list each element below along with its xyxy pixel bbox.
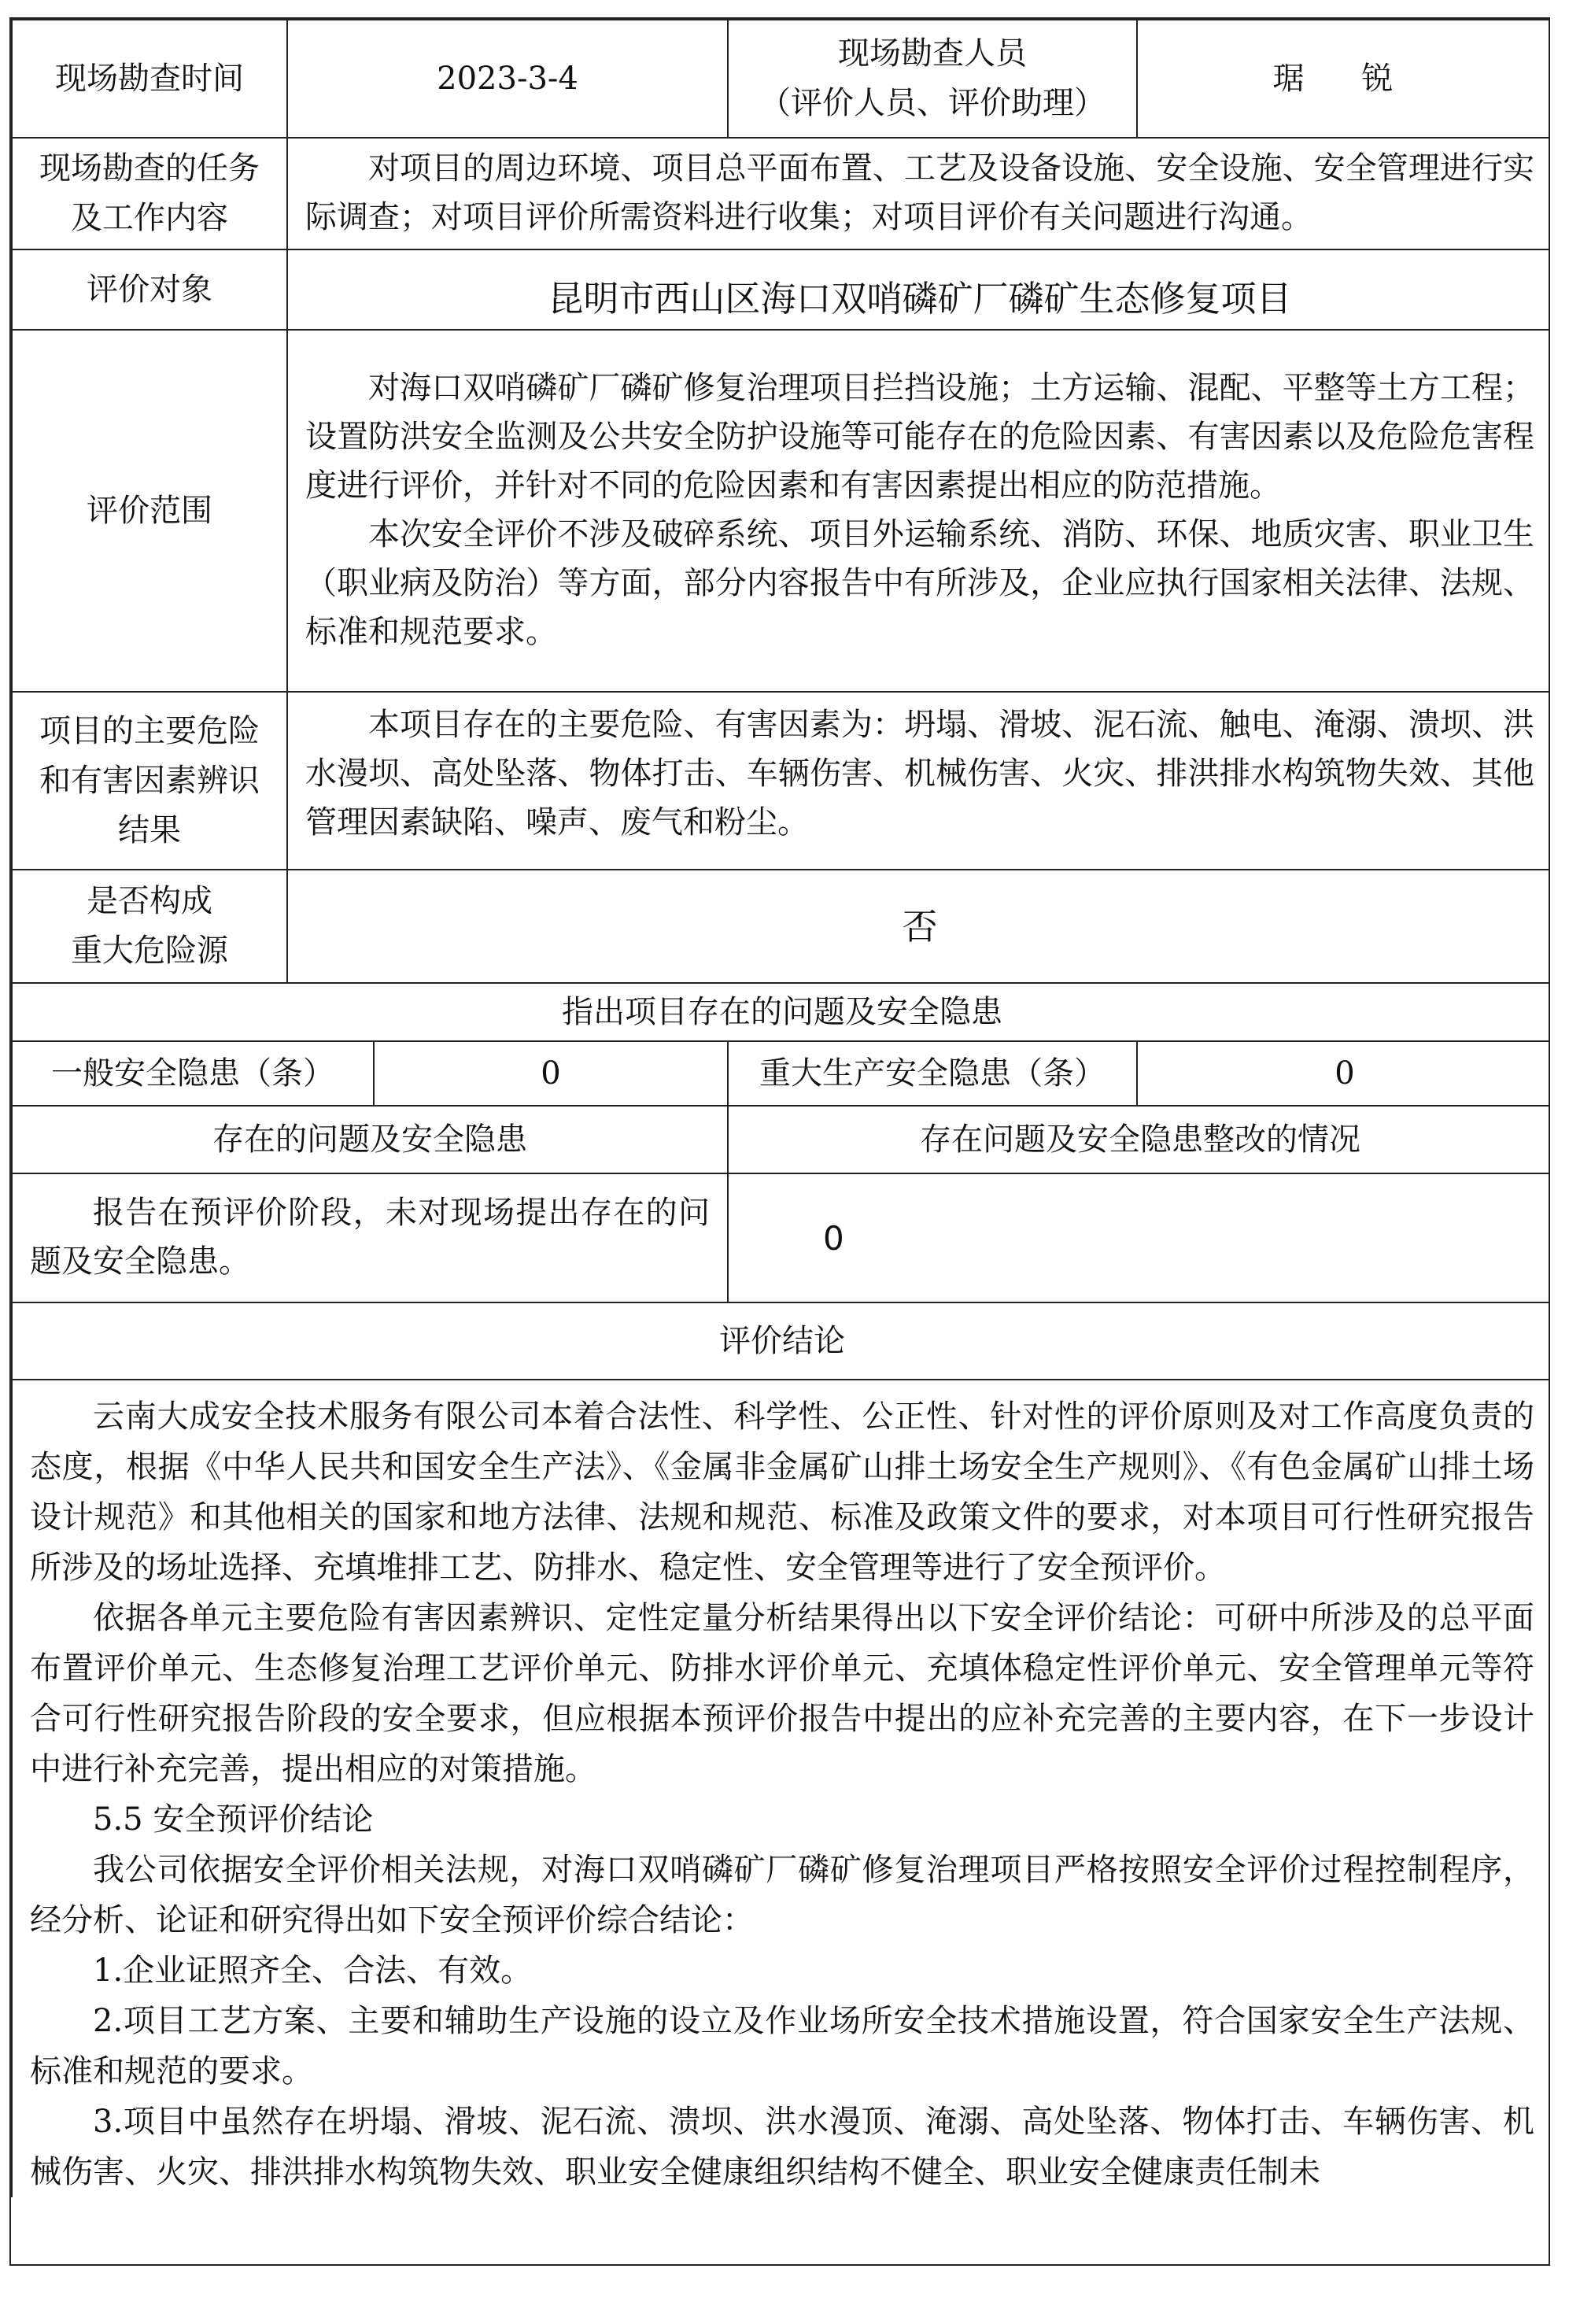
major-hazard-label-line2: 重大危险源	[71, 933, 228, 969]
scope-label: 评价范围	[12, 330, 287, 692]
scope-row	[12, 330, 1550, 692]
survey-personnel-label	[728, 20, 1137, 138]
object-row	[12, 249, 1550, 330]
major-hazard-label-line1: 是否构成	[87, 883, 212, 919]
conclusion-section-heading: 5.5 安全预评价结论	[93, 1801, 374, 1838]
major-production-hazard-value: 0	[1137, 1041, 1550, 1106]
survey-personnel-label-line1: 现场勘查人员	[838, 35, 1028, 72]
conclusion-item-1: 1.企业证照齐全、合法、有效。	[93, 1953, 533, 1989]
scope-text	[287, 330, 1550, 692]
survey-time-value: 2023-3-4	[287, 20, 728, 138]
conclusion-para-4: 我公司依据安全评价相关法规，对海口双哨磷矿厂磷矿修复治理项目严格按照安全评价过程控制程序，经分析、论证和研究得出如下安全预评价综合结论：	[30, 1852, 1535, 1938]
conclusion-body	[12, 1380, 1550, 2197]
scope-para-2: 本次安全评价不涉及破碎系统、项目外运输系统、消防、环保、地质灾害、职业卫生（职业病及防治）等方面，部分内容报告中有所涉及，企业应执行国家相关法律、法规、标准和规范要求。	[305, 516, 1535, 650]
task-label	[12, 138, 287, 249]
task-label-line2: 及工作内容	[71, 200, 228, 236]
conclusion-para-1: 云南大成安全技术服务有限公司本着合法性、科学性、公正性、针对性的评价原则及对工作高度负责的态度，根据《中华人民共和国安全生产法》、《金属非金属矿山排土场安全生产规则》、《有色金属矿山排土场设计规范》和其他相关的国家和地方法律、法规和规范、标准及政策文件的要求，对本项目可行性研究报告所涉及的场址选择、充填堆排工艺、防排水、稳定性、安全管理等进行了安全预评价。	[30, 1398, 1535, 1586]
major-hazard-row	[12, 870, 1550, 983]
survey-personnel-value: 琚 锐	[1137, 20, 1550, 138]
form-table	[11, 19, 1550, 2197]
conclusion-header-row	[12, 1302, 1550, 1380]
rectify-value: 0	[728, 1173, 1550, 1302]
hazards-label-line3: 结果	[118, 811, 181, 848]
hazards-row	[12, 692, 1550, 870]
conclusion-body-row	[12, 1380, 1550, 2197]
hazards-label	[12, 692, 287, 870]
issues-count-row	[12, 1041, 1550, 1106]
hazards-text: 本项目存在的主要危险、有害因素为：坍塌、滑坡、泥石流、触电、淹溺、溃坝、洪水漫坝、高处坠落、物体打击、车辆伤害、机械伤害、火灾、排洪排水构筑物失效、其他管理因素缺陷、噪声、废气和粉尘。	[287, 692, 1550, 870]
major-hazard-label	[12, 870, 287, 983]
conclusion-para-2: 依据各单元主要危险有害因素辨识、定性定量分析结果得出以下安全评价结论：可研中所涉及的总平面布置评价单元、生态修复治理工艺评价单元、防排水评价单元、充填体稳定性评价单元、安全管理单元等符合可行性研究报告阶段的安全要求，但应根据本预评价报告中提出的应补充完善的主要内容，在下一步设计中进行补充完善，提出相应的对策措施。	[30, 1600, 1535, 1787]
conclusion-item-3: 3.项目中虽然存在坍塌、滑坡、泥石流、溃坝、洪水漫顶、淹溺、高处坠落、物体打击、车辆伤害、机械伤害、火灾、排洪排水构筑物失效、职业安全健康组织结构不健全、职业安全健康责任制未	[30, 2104, 1535, 2190]
issues-header-row	[12, 983, 1550, 1041]
issues-header: 指出项目存在的问题及安全隐患	[12, 983, 1550, 1041]
rectify-column-header: 存在问题及安全隐患整改的情况	[728, 1106, 1550, 1173]
task-label-line1: 现场勘查的任务	[39, 150, 260, 187]
issues-column-header: 存在的问题及安全隐患	[12, 1106, 728, 1173]
hazards-label-line1: 项目的主要危险	[39, 712, 260, 749]
scope-para-1: 对海口双哨磷矿厂磷矿修复治理项目拦挡设施；土方运输、混配、平整等土方工程；设置防洪安全监测及公共安全防护设施等可能存在的危险因素、有害因素以及危险危害程度进行评价，并针对不同的危险因素和有害因素提出相应的防范措施。	[305, 370, 1535, 504]
object-label: 评价对象	[12, 249, 287, 330]
conclusion-item-2: 2.项目工艺方案、主要和辅助生产设施的设立及作业场所安全技术措施设置，符合国家安全生产法规、标准和规范的要求。	[30, 2003, 1535, 2089]
issues-columns-row	[12, 1106, 1550, 1173]
issues-text: 报告在预评价阶段，未对现场提出存在的问题及安全隐患。	[12, 1173, 728, 1302]
assessment-form	[9, 17, 1550, 2266]
general-hazard-label: 一般安全隐患（条）	[12, 1041, 374, 1106]
major-hazard-value: 否	[287, 870, 1550, 983]
survey-time-label: 现场勘查时间	[12, 20, 287, 138]
survey-personnel-label-line2: （评价人员、评价助理）	[759, 85, 1106, 121]
object-value: 昆明市西山区海口双哨磷矿厂磷矿生态修复项目	[287, 249, 1550, 330]
issues-content-row	[12, 1173, 1550, 1302]
task-row	[12, 138, 1550, 249]
conclusion-header: 评价结论	[12, 1302, 1550, 1380]
major-production-hazard-label: 重大生产安全隐患（条）	[728, 1041, 1137, 1106]
hazards-label-line2: 和有害因素辨识	[39, 762, 260, 799]
survey-row	[12, 20, 1550, 138]
general-hazard-value: 0	[374, 1041, 728, 1106]
task-text: 对项目的周边环境、项目总平面布置、工艺及设备设施、安全设施、安全管理进行实际调查；对项目评价所需资料进行收集；对项目评价有关问题进行沟通。	[287, 138, 1550, 249]
